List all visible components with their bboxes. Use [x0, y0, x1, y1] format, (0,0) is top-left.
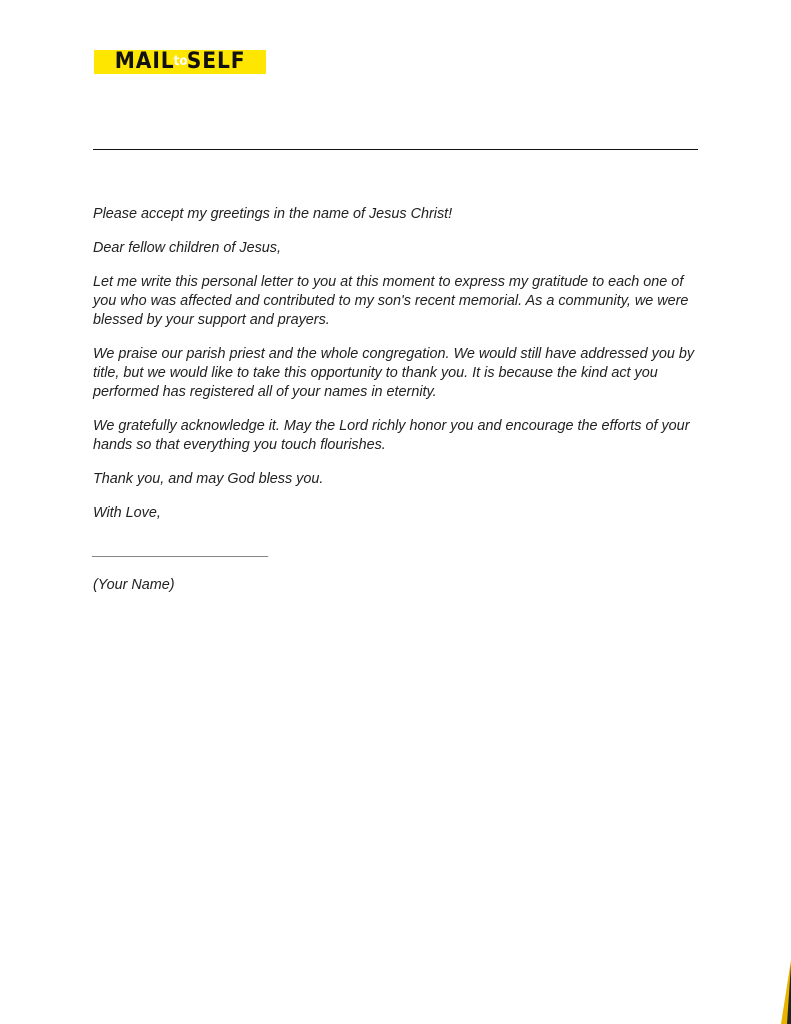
logo-text-self: SELF: [186, 49, 246, 74]
logo-text-to: to: [173, 54, 188, 69]
letter-closing: With Love,: [93, 505, 161, 521]
mailtoself-logo: [94, 50, 266, 74]
signature-line: ______________________: [93, 543, 270, 559]
header-divider: [93, 149, 698, 150]
letter-paragraph: Let me write this personal letter to you at this moment to express my gratitude to each one of you who was affected and contributed to my son's recent memorial. As a community, we were blessed by your support and prayers.: [93, 274, 689, 328]
letter-body: [93, 205, 703, 610]
letter-salutation: Dear fellow children of Jesus,: [93, 240, 281, 256]
letter-greeting: Please accept my greetings in the name of Jesus Christ!: [93, 206, 453, 222]
logo-text: [115, 50, 246, 74]
letter-paragraph: We gratefully acknowledge it. May the Lord richly honor you and encourage the efforts of your hands so that everything you touch flourishes.: [93, 418, 690, 453]
corner-accent-shape: [775, 960, 791, 1024]
logo-text-mail: MAIL: [114, 49, 175, 74]
signature-name-placeholder: (Your Name): [93, 577, 175, 593]
letter-paragraph: We praise our parish priest and the whole congregation. We would still have addressed you by title, but we would like to take this opportunity to thank you. It is because the kind act you performed has registered all of your names in eternity.: [93, 346, 695, 400]
letter-paragraph: Thank you, and may God bless you.: [93, 471, 324, 487]
